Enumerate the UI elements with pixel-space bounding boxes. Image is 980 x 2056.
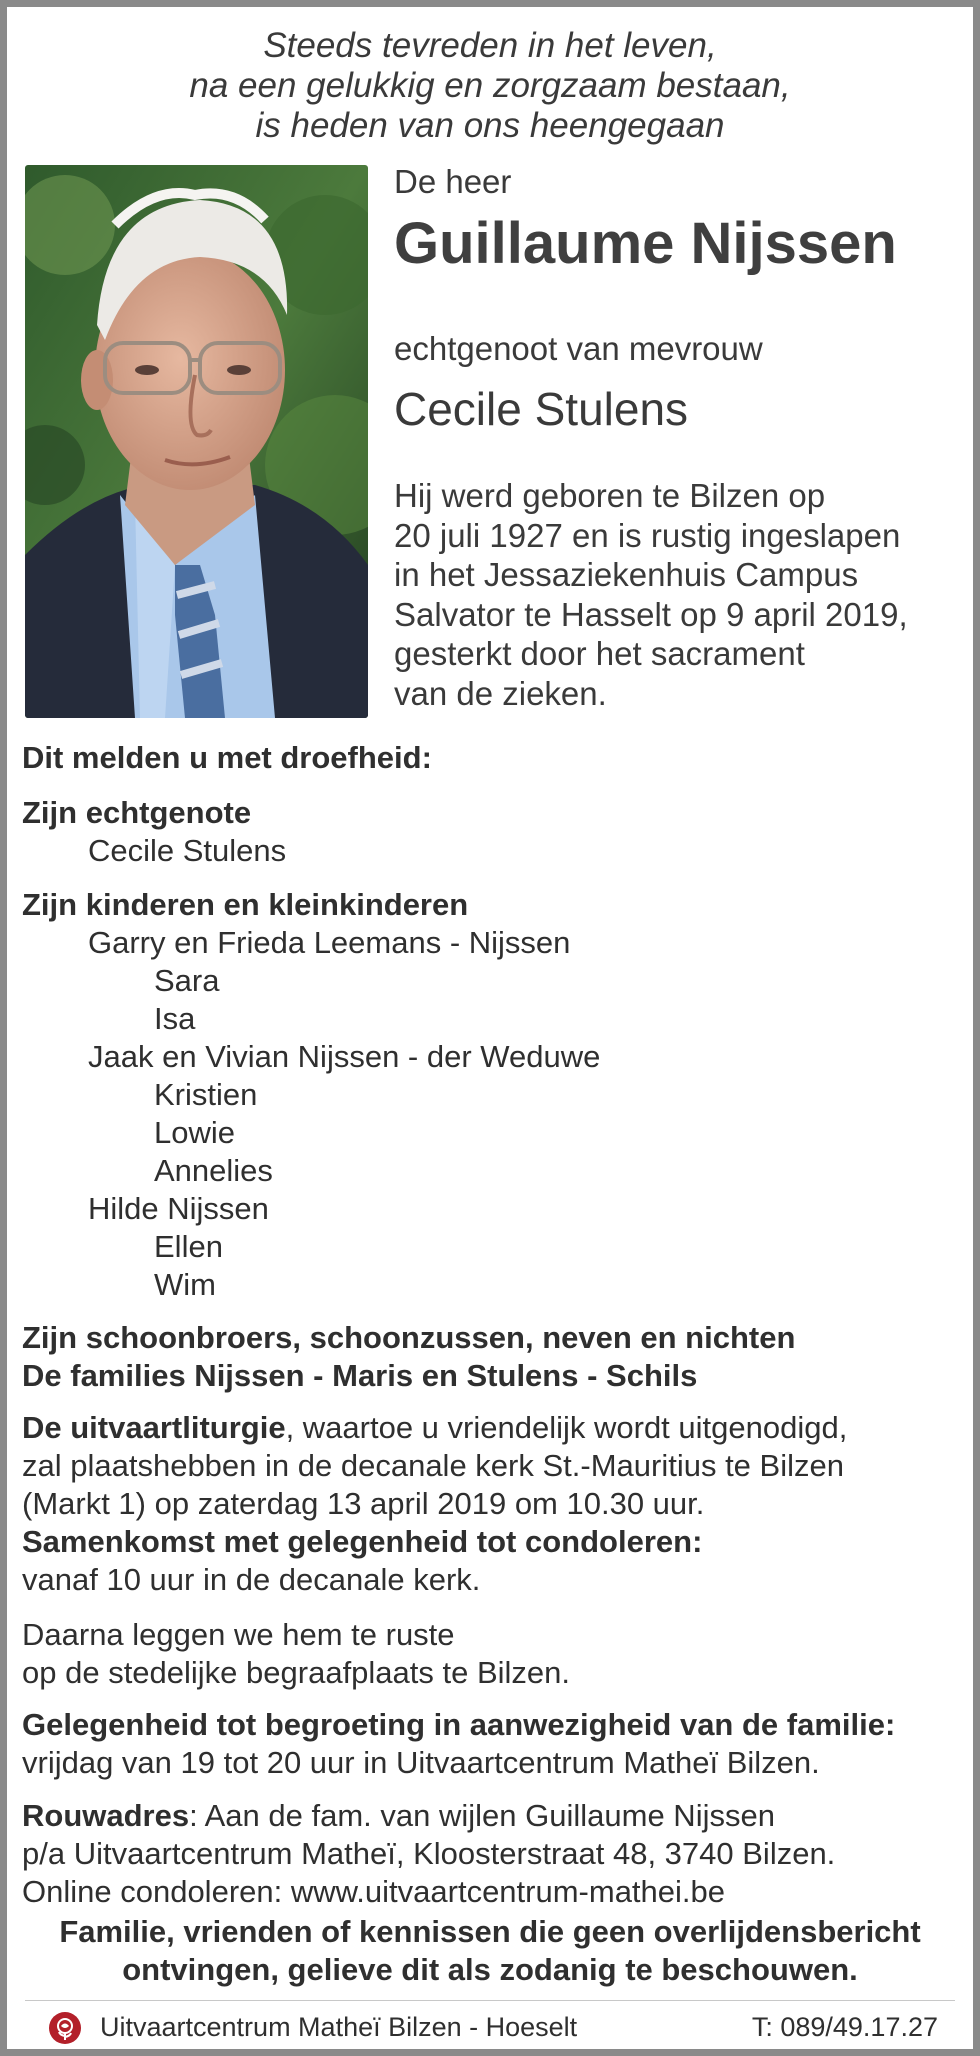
grandchild: Isa xyxy=(154,1001,196,1036)
liturgy-line: (Markt 1) op zaterdag 13 april 2019 om 10.30 uur. xyxy=(22,1486,705,1521)
motto-line: na een gelukkig en zorgzaam bestaan, xyxy=(189,66,791,105)
burial-line: Daarna leggen we hem te ruste xyxy=(22,1617,455,1652)
motto xyxy=(0,26,980,146)
bio-line: Hij werd geboren te Bilzen op xyxy=(394,477,826,514)
portrait-photo xyxy=(25,165,368,718)
gathering-heading: Samenkomst met gelegenheid tot condoleren: xyxy=(22,1524,703,1559)
grandchild: Kristien xyxy=(154,1077,258,1112)
children-heading: Zijn kinderen en kleinkinderen xyxy=(22,887,469,922)
announce-heading: Dit melden u met droefheid: xyxy=(22,740,432,775)
liturgy-section xyxy=(22,1409,847,1599)
spouse-heading: Zijn echtgenote xyxy=(22,795,252,830)
footer xyxy=(48,2008,938,2048)
spouse-name: Cecile Stulens xyxy=(394,383,689,435)
bio-line: van de zieken. xyxy=(394,674,607,712)
visitation-heading: Gelegenheid tot begroeting in aanwezigheid van de familie: xyxy=(22,1707,896,1742)
burial-line: op de stedelijke begraafplaats te Bilzen. xyxy=(22,1655,571,1690)
footer-divider xyxy=(25,2000,955,2001)
relatives-line: Zijn schoonbroers, schoonzussen, neven en nichten xyxy=(22,1320,796,1355)
family-couple: Jaak en Vivian Nijssen - der Weduwe xyxy=(88,1039,601,1074)
bio-line: Salvator te Hasselt op 9 april 2019, xyxy=(394,595,908,633)
notice-line: Familie, vrienden of kennissen die geen overlijdensbericht xyxy=(59,1914,921,1949)
grandchild: Sara xyxy=(154,963,220,998)
spouse-entry: Cecile Stulens xyxy=(88,833,287,868)
motto-line: Steeds tevreden in het leven, xyxy=(263,26,717,65)
biography xyxy=(394,476,908,713)
grandchild: Lowie xyxy=(154,1115,235,1150)
grandchild: Ellen xyxy=(154,1229,223,1264)
funeral-home-name: Uitvaartcentrum Matheï Bilzen - Hoeselt xyxy=(100,2012,578,2042)
notice-line: ontvingen, gelieve dit als zodanig te beschouwen. xyxy=(122,1952,858,1987)
relatives-line: De families Nijssen - Maris en Stulens - Schils xyxy=(22,1358,698,1393)
address-rest: : Aan de fam. van wijlen Guillaume Nijssen xyxy=(189,1798,775,1833)
gathering-text: vanaf 10 uur in de decanale kerk. xyxy=(22,1562,481,1597)
address-section xyxy=(22,1797,835,1911)
spouse-label: echtgenoot van mevrouw xyxy=(394,330,763,367)
bio-line: in het Jessaziekenhuis Campus xyxy=(394,556,859,593)
deceased-name: Guillaume Nijssen xyxy=(394,211,897,276)
family-couple: Garry en Frieda Leemans - Nijssen xyxy=(88,925,571,960)
address-line: p/a Uitvaartcentrum Matheï, Kloosterstraat 48, 3740 Bilzen. xyxy=(22,1836,836,1871)
visitation-section xyxy=(22,1706,895,1782)
burial-section xyxy=(22,1616,570,1692)
bio-line: 20 juli 1927 en is rustig ingeslapen xyxy=(394,516,901,554)
children-section xyxy=(22,886,600,1304)
liturgy-line xyxy=(22,1409,847,1447)
phone-number: T: 089/49.17.27 xyxy=(751,2012,938,2042)
relatives-section xyxy=(22,1319,795,1395)
notice xyxy=(0,1913,980,1989)
rose-logo-icon xyxy=(48,2011,82,2045)
grandchild: Annelies xyxy=(154,1153,273,1188)
visitation-text: vrijdag van 19 tot 20 uur in Uitvaartcentrum Matheï Bilzen. xyxy=(22,1745,820,1780)
online-condolence: Online condoleren: www.uitvaartcentrum-mathei.be xyxy=(22,1874,726,1909)
liturgy-lead: De uitvaartliturgie xyxy=(22,1410,286,1445)
liturgy-rest: , waartoe u vriendelijk wordt uitgenodigd, xyxy=(285,1410,848,1445)
honorific: De heer xyxy=(394,163,512,200)
address-lead: Rouwadres xyxy=(22,1798,190,1833)
motto-line: is heden van ons heengegaan xyxy=(255,106,725,145)
liturgy-line: zal plaatshebben in de decanale kerk St.-Mauritius te Bilzen xyxy=(22,1448,844,1483)
bio-line: gesterkt door het sacrament xyxy=(394,635,805,672)
spouse-section xyxy=(22,794,286,870)
grandchild: Wim xyxy=(154,1267,216,1302)
family-couple: Hilde Nijssen xyxy=(88,1191,269,1226)
address-line xyxy=(22,1797,835,1835)
